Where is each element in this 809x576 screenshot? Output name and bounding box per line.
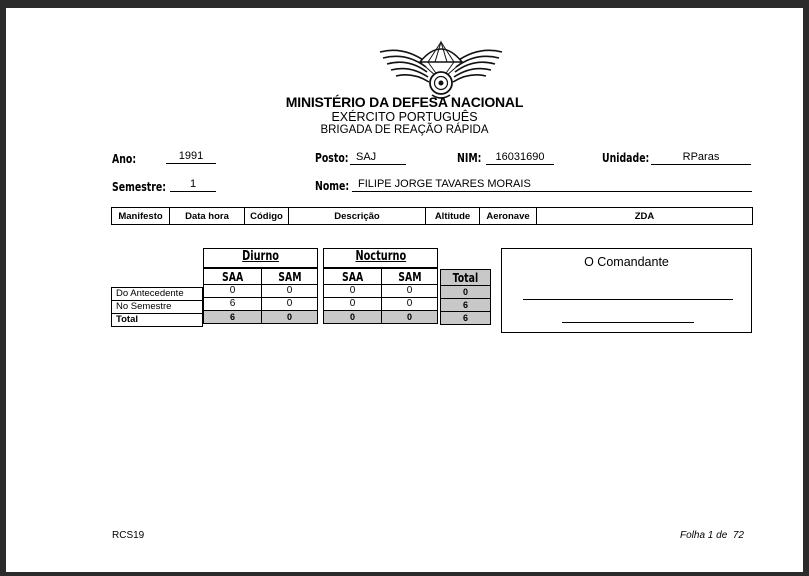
nocturno-sam-header: SAM [382, 269, 438, 285]
diurno-group [203, 248, 318, 324]
col-data-hora: Data hora [170, 208, 245, 225]
diurno-cell: 0 [262, 285, 318, 298]
diurno-sam-header: SAM [262, 269, 318, 285]
signature-line [562, 322, 694, 323]
unidade-label: Unidade: [602, 151, 650, 165]
total-header: Total [441, 270, 491, 286]
nome-value: FILIPE JORGE TAVARES MORAIS [352, 178, 752, 192]
col-altitude: Altitude [426, 208, 480, 225]
unidade-value: RParas [651, 151, 751, 165]
army-title: EXÉRCITO PORTUGUÊS [331, 110, 478, 124]
nocturno-total-cell: 0 [382, 311, 438, 324]
nocturno-cell: 0 [324, 298, 382, 311]
posto-value: SAJ [350, 151, 406, 165]
semestre-value: 1 [170, 178, 216, 192]
total-cell: 0 [441, 286, 491, 299]
diurno-total-cell: 6 [204, 311, 262, 324]
nocturno-cell: 0 [324, 285, 382, 298]
diurno-cell: 0 [262, 298, 318, 311]
commander-title: O Comandante [584, 255, 669, 269]
brigade-title: BRIGADA DE REAÇÃO RÁPIDA [320, 124, 489, 136]
nocturno-title: Nocturno [323, 248, 438, 268]
posto-label: Posto: [315, 151, 349, 165]
diurno-cell: 6 [204, 298, 262, 311]
form-code: RCS19 [112, 530, 145, 541]
diurno-cell: 0 [204, 285, 262, 298]
nocturno-cell: 0 [382, 285, 438, 298]
page-counter [680, 530, 744, 541]
col-zda: ZDA [537, 208, 753, 225]
total-column [440, 269, 491, 325]
ano-label: Ano: [112, 152, 137, 166]
nocturno-saa-header: SAA [324, 269, 382, 285]
page-folha: Folha 1 de [680, 530, 728, 541]
nocturno-group [323, 248, 438, 324]
ano-value: 1991 [166, 150, 216, 164]
row-label-total: Total [112, 314, 203, 327]
summary-row-labels [111, 287, 203, 327]
row-label: No Semestre [112, 301, 203, 314]
col-descricao: Descrição [289, 208, 426, 225]
diurno-total-cell: 0 [262, 311, 318, 324]
commander-signature-box [501, 248, 752, 333]
nim-label: NIM: [457, 151, 482, 165]
signature-line [523, 299, 733, 300]
nim-value: 16031690 [486, 151, 554, 165]
document-page [6, 8, 803, 572]
flights-header-table [111, 207, 753, 225]
col-manifesto: Manifesto [112, 208, 170, 225]
nocturno-cell: 0 [382, 298, 438, 311]
col-aeronave: Aeronave [480, 208, 537, 225]
diurno-saa-header: SAA [204, 269, 262, 285]
semestre-label: Semestre: [112, 180, 166, 194]
ministry-title: MINISTÉRIO DA DEFESA NACIONAL [285, 94, 524, 110]
diurno-title: Diurno [203, 248, 318, 268]
row-label: Do Antecedente [112, 288, 203, 301]
table-header-row [112, 208, 753, 225]
total-cell: 6 [441, 312, 491, 325]
page-total: 72 [732, 530, 744, 541]
nome-label: Nome: [315, 179, 350, 193]
total-cell: 6 [441, 299, 491, 312]
nocturno-total-cell: 0 [324, 311, 382, 324]
col-codigo: Código [245, 208, 289, 225]
